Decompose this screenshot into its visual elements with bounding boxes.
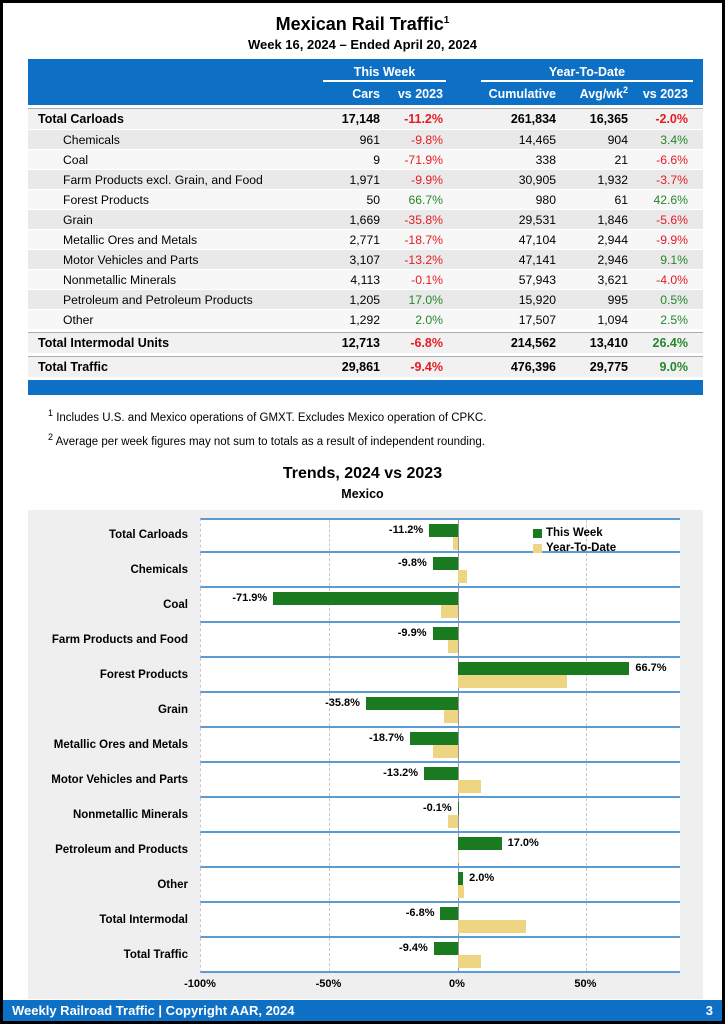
cell-cumulative: 214,562 (510, 336, 556, 350)
cell-avg-wk: 21 (614, 152, 628, 167)
zero-gridline (458, 588, 459, 621)
bar-year-to-date (448, 640, 458, 653)
table-header (28, 59, 703, 105)
x-axis-tick-label: 0% (449, 977, 465, 990)
gridline (586, 798, 587, 831)
bar-value-label: -13.2% (383, 766, 419, 779)
table-row (28, 356, 703, 377)
cell-avg-wk: 1,094 (597, 312, 628, 327)
cell-ytd-vs-2023: 0.5% (660, 292, 688, 307)
page-subtitle: Week 16, 2024 – Ended April 20, 2024 (247, 37, 478, 52)
cell-cumulative: 14,465 (518, 132, 556, 147)
row-label: Metallic Ores and Metals (63, 232, 198, 247)
page-title (3, 10, 722, 35)
bar-value-label: -18.7% (369, 731, 404, 744)
avg-wk-text: Avg/wk (579, 87, 623, 102)
trends-chart (28, 510, 703, 999)
cell-cars: 961 (359, 132, 380, 147)
chart-category-label: Coal (163, 599, 188, 612)
cell-cumulative: 30,905 (518, 172, 556, 187)
chart-band (200, 553, 680, 588)
cell-cumulative: 476,396 (510, 360, 556, 374)
bar-year-to-date (458, 850, 459, 863)
row-label: Coal (63, 152, 89, 167)
chart-x-axis (184, 973, 680, 993)
row-label: Farm Products excl. Grain, and Food (63, 172, 263, 187)
chart-legend (533, 526, 616, 556)
footer-text: Weekly Railroad Traffic | Copyright AAR, 2024 (12, 1003, 295, 1018)
cell-week-vs-2023: 2.0% (415, 312, 443, 327)
chart-category-row (28, 553, 703, 588)
chart-category-label: Other (157, 879, 188, 892)
cell-week-vs-2023: -9.4% (410, 360, 443, 374)
bar-year-to-date (453, 537, 458, 550)
footnote (48, 404, 722, 428)
bar-year-to-date (458, 885, 464, 898)
cell-cumulative: 47,141 (518, 252, 556, 267)
gridline (586, 868, 587, 901)
column-header-cars: Cars (352, 86, 380, 101)
gridline (329, 903, 330, 936)
cell-ytd-vs-2023: 9.0% (659, 360, 688, 374)
gridline (329, 868, 330, 901)
chart-category-row (28, 903, 703, 938)
zero-gridline (458, 623, 459, 656)
chart-title: Trends, 2024 vs 2023 (282, 464, 443, 482)
cell-cars: 1,971 (349, 172, 380, 187)
cell-ytd-vs-2023: -5.6% (656, 212, 688, 227)
chart-category-label: Nonmetallic Minerals (72, 809, 188, 822)
zero-gridline (458, 520, 459, 551)
cell-avg-wk: 1,846 (597, 212, 628, 227)
table-row (28, 150, 703, 169)
bar-this-week (424, 767, 458, 780)
bar-this-week (440, 907, 457, 920)
bar-this-week (433, 627, 458, 640)
traffic-table (28, 59, 703, 395)
gridline (329, 833, 330, 866)
footnote-text: Includes U.S. and Mexico operations of GMXT. Excludes Mexico operation of CPKC. (56, 411, 487, 424)
x-axis-tick-label: -50% (315, 977, 342, 990)
gridline (329, 763, 330, 796)
bar-this-week (429, 524, 458, 537)
column-header-cumulative: Cumulative (488, 86, 556, 101)
chart-band (200, 588, 680, 623)
legend-item-this-week (533, 526, 616, 541)
cell-week-vs-2023: -0.1% (411, 272, 443, 287)
chart-plot-area (28, 518, 703, 973)
table-group-header-row (28, 59, 703, 82)
chart-category-row (28, 763, 703, 798)
gridline (329, 553, 330, 586)
bar-year-to-date (444, 710, 458, 723)
chart-category-label: Chemicals (130, 564, 188, 577)
gridline (329, 798, 330, 831)
cell-ytd-vs-2023: -3.7% (656, 172, 688, 187)
avg-wk-footnote-marker: 2 (622, 85, 628, 96)
row-label: Petroleum and Petroleum Products (63, 292, 253, 307)
bar-value-label: -0.1% (422, 801, 452, 814)
bar-value-label: -9.4% (399, 941, 428, 954)
chart-category-label: Metallic Ores and Metals (53, 739, 188, 752)
cell-avg-wk: 2,946 (597, 252, 628, 267)
column-header-avg-wk (556, 85, 628, 101)
chart-subtitle: Mexico (341, 486, 384, 501)
gridline (586, 833, 587, 866)
table-column-header-row (28, 82, 703, 105)
cell-cumulative: 29,531 (518, 212, 556, 227)
bar-value-label: -71.9% (232, 591, 268, 604)
gridline (586, 693, 587, 726)
bar-year-to-date (441, 605, 458, 618)
chart-band (200, 833, 680, 868)
chart-band (200, 763, 680, 798)
cell-week-vs-2023: 66.7% (408, 192, 443, 207)
bar-this-week (458, 662, 629, 675)
cell-cars: 1,292 (349, 312, 380, 327)
cell-week-vs-2023: -6.8% (410, 336, 443, 350)
page-title-footnote-marker: 1 (443, 15, 450, 26)
cell-week-vs-2023: -9.8% (411, 132, 443, 147)
chart-band (200, 623, 680, 658)
cell-week-vs-2023: -71.9% (404, 152, 443, 167)
chart-category-label: Petroleum and Products (55, 844, 188, 857)
chart-band (200, 693, 680, 728)
cell-cars: 29,861 (341, 360, 380, 374)
chart-band (200, 868, 680, 903)
footer-page-number: 3 (705, 1003, 713, 1018)
chart-category-row (28, 938, 703, 973)
chart-category-row (28, 658, 703, 693)
chart-band (200, 658, 680, 693)
gridline (586, 588, 587, 621)
table-row (28, 108, 703, 129)
cell-cumulative: 338 (535, 152, 556, 167)
zero-gridline (458, 728, 459, 761)
cell-cars: 3,107 (349, 252, 380, 267)
row-label: Total Intermodal Units (38, 336, 170, 350)
bar-this-week (434, 942, 458, 955)
table-row (28, 270, 703, 289)
cell-cars: 2,771 (349, 232, 380, 247)
bar-year-to-date (458, 955, 481, 968)
bar-year-to-date (433, 745, 458, 758)
chart-category-row (28, 833, 703, 868)
cell-avg-wk: 61 (614, 192, 628, 207)
cell-ytd-vs-2023: -9.9% (656, 232, 688, 247)
cell-ytd-vs-2023: 42.6% (653, 192, 688, 207)
zero-gridline (458, 798, 459, 831)
cell-cumulative: 980 (535, 192, 556, 207)
bar-this-week (366, 697, 458, 710)
zero-gridline (458, 693, 459, 726)
chart-category-row (28, 798, 703, 833)
bar-value-label: 2.0% (469, 871, 495, 884)
chart-category-label: Farm Products and Food (51, 634, 188, 647)
group-header-year-to-date: Year-To-Date (481, 65, 693, 82)
page-title-text: Mexican Rail Traffic (275, 14, 444, 34)
bar-value-label: 17.0% (507, 836, 539, 849)
cell-ytd-vs-2023: 26.4% (652, 336, 688, 350)
cell-week-vs-2023: -18.7% (404, 232, 443, 247)
table-row (28, 190, 703, 209)
group-header-this-week: This Week (323, 65, 446, 82)
bar-year-to-date (458, 675, 567, 688)
bar-year-to-date (458, 780, 481, 793)
table-row (28, 170, 703, 189)
chart-category-row (28, 588, 703, 623)
table-row (28, 310, 703, 329)
table-row (28, 230, 703, 249)
gridline (586, 623, 587, 656)
bar-year-to-date (448, 815, 458, 828)
cell-avg-wk: 2,944 (597, 232, 628, 247)
table-row (28, 290, 703, 309)
cell-cumulative: 261,834 (510, 112, 556, 126)
report-header (3, 3, 722, 52)
bar-value-label: -9.8% (398, 556, 427, 569)
cell-avg-wk: 904 (607, 132, 628, 147)
gridline (329, 520, 330, 551)
table-row (28, 130, 703, 149)
cell-week-vs-2023: -11.2% (404, 112, 443, 126)
cell-avg-wk: 995 (607, 292, 628, 307)
table-body (28, 108, 703, 377)
legend-item-year-to-date (533, 541, 616, 556)
gridline (586, 728, 587, 761)
footnotes (48, 404, 722, 452)
cell-ytd-vs-2023: -6.6% (656, 152, 688, 167)
table-row (28, 210, 703, 229)
cell-cars: 9 (373, 152, 380, 167)
cell-avg-wk: 29,775 (589, 360, 628, 374)
bar-year-to-date (458, 920, 526, 933)
cell-cars: 4,113 (350, 272, 380, 287)
row-label: Motor Vehicles and Parts (63, 252, 199, 267)
cell-ytd-vs-2023: -4.0% (656, 272, 688, 287)
cell-ytd-vs-2023: 3.4% (660, 132, 688, 147)
cell-week-vs-2023: -9.9% (411, 172, 443, 187)
chart-band (200, 903, 680, 938)
table-row (28, 250, 703, 269)
bar-value-label: -6.8% (405, 906, 435, 919)
cell-avg-wk: 13,410 (589, 336, 628, 350)
cell-cars: 50 (366, 192, 380, 207)
gridline (329, 658, 330, 691)
bar-year-to-date (458, 570, 467, 583)
x-axis-tick-label: -100% (184, 977, 216, 990)
bar-this-week (273, 592, 458, 605)
row-label: Nonmetallic Minerals (63, 272, 177, 287)
cell-week-vs-2023: -35.8% (404, 212, 443, 227)
cell-week-vs-2023: 17.0% (408, 292, 443, 307)
page-footer (3, 1000, 722, 1021)
cell-cars: 17,148 (341, 112, 380, 126)
x-axis-tick-label: 50% (574, 977, 597, 990)
cell-cumulative: 17,507 (518, 312, 556, 327)
footnote-marker: 1 (48, 408, 54, 418)
row-label: Total Carloads (38, 112, 124, 126)
bar-value-label: 66.7% (635, 661, 667, 674)
cell-avg-wk: 3,621 (597, 272, 628, 287)
row-label: Chemicals (63, 132, 120, 147)
gridline (586, 553, 587, 586)
footnote-marker: 2 (48, 431, 54, 442)
bar-value-label: -9.9% (397, 626, 427, 639)
column-header-week-vs-2023: vs 2023 (397, 86, 443, 101)
chart-band (200, 938, 680, 973)
table-bottom-divider (28, 380, 703, 395)
bar-this-week (458, 837, 502, 850)
bar-value-label: -35.8% (325, 696, 360, 709)
legend-label-year-to-date: Year-To-Date (546, 541, 617, 554)
chart-band (200, 728, 680, 763)
column-header-ytd-vs-2023: vs 2023 (642, 86, 688, 101)
bar-this-week (410, 732, 458, 745)
chart-band (200, 798, 680, 833)
gridline (586, 938, 587, 971)
chart-category-label: Grain (157, 704, 188, 717)
gridline (329, 623, 330, 656)
bar-this-week (458, 872, 463, 885)
cell-cumulative: 57,943 (518, 272, 556, 287)
chart-category-label: Total Intermodal (99, 914, 188, 927)
row-label: Forest Products (63, 192, 150, 207)
bar-this-week (433, 557, 458, 570)
cell-avg-wk: 1,932 (597, 172, 628, 187)
row-label: Other (63, 312, 94, 327)
cell-ytd-vs-2023: -2.0% (655, 112, 688, 126)
cell-ytd-vs-2023: 2.5% (660, 312, 688, 327)
cell-cars: 12,713 (341, 336, 380, 350)
legend-swatch-this-week (533, 529, 542, 538)
footnote-text: Average per week figures may not sum to totals as a result of independent rounding. (55, 435, 485, 448)
chart-category-row (28, 728, 703, 763)
cell-cumulative: 47,104 (518, 232, 556, 247)
cell-cumulative: 15,920 (518, 292, 556, 307)
gridline (586, 903, 587, 936)
cell-cars: 1,669 (349, 212, 380, 227)
cell-ytd-vs-2023: 9.1% (660, 252, 688, 267)
chart-category-label: Forest Products (99, 669, 188, 682)
chart-category-label: Motor Vehicles and Parts (51, 774, 188, 787)
cell-week-vs-2023: -13.2% (404, 252, 443, 267)
cell-cars: 1,205 (349, 292, 380, 307)
gridline (329, 728, 330, 761)
legend-swatch-year-to-date (533, 544, 542, 553)
chart-category-label: Total Carloads (108, 529, 188, 542)
table-row (28, 332, 703, 353)
gridline (329, 938, 330, 971)
chart-category-row (28, 868, 703, 903)
footnote (48, 428, 722, 452)
chart-category-row (28, 623, 703, 658)
chart-category-row (28, 693, 703, 728)
row-label: Grain (63, 212, 93, 227)
bar-value-label: -11.2% (388, 523, 424, 536)
cell-avg-wk: 16,365 (589, 112, 628, 126)
gridline (586, 763, 587, 796)
legend-label-this-week: This Week (546, 526, 603, 539)
row-label: Total Traffic (38, 360, 108, 374)
chart-category-label: Total Traffic (123, 949, 188, 962)
